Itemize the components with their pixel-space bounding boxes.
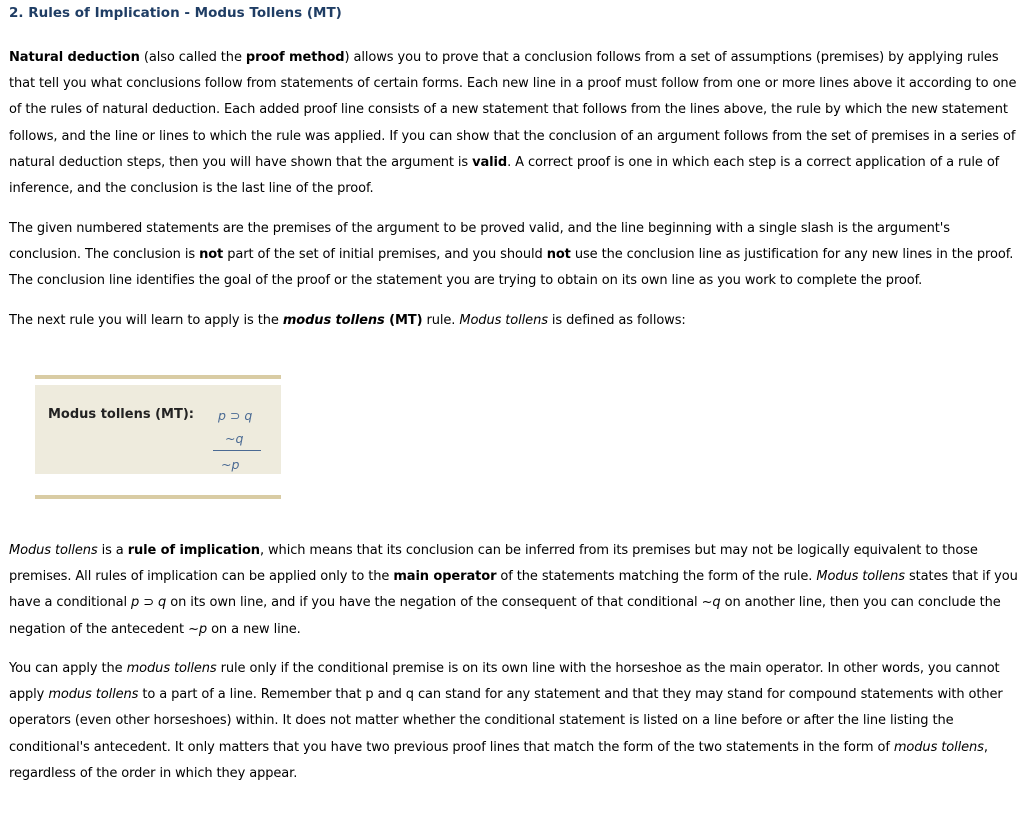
text: to a part of a line. Remember that p and q can stand for any statement and that they may stand for compound statements with other operators (even other horseshoes) within. It does not matter whether the conditional statement is listed on a line before or after the line listing the conditional's antecedent. It only matters that you have two previous proof lines that match the form of the two statements in the form of (9, 687, 1003, 755)
text: The given numbered statements are the premises of the argument to be proved valid, and the line beginning with a single slash is the argument's conclusion. The conclusion is (9, 221, 950, 263)
term-main-operator: main operator (393, 569, 497, 585)
text: on its own line, and if you have the negation of the consequent of that conditional (166, 595, 702, 611)
term-modus-tollens-italic: modus tollens (48, 687, 139, 703)
emphasis-not: not (199, 247, 224, 263)
text: You can apply the (9, 661, 127, 676)
term-modus-tollens-italic: modus tollens (893, 739, 984, 755)
term-modus-tollens-italic: modus tollens (126, 661, 217, 676)
rule-label: Modus tollens (MT): (48, 407, 194, 422)
text: on a new line. (207, 621, 301, 637)
term-mt: (MT) (384, 313, 423, 328)
text: is a (97, 543, 128, 558)
page-title: 2. Rules of Implication - Modus Tollens (MT) (9, 5, 342, 21)
text: ) allows you to prove that a conclusion follows from a set of assumptions (premises) by applying rules that tell you what conclusions follow from statements of certain forms. Each new line in a proof must follow from one or more lines above it according to one of the rules of natural deduction. Each added proof line consists of a new statement that follows from the lines above, the rule by which the new statement follows, and the line or lines to which the rule was applied. If you can show that the conclusion of an argument follows from the set of premises in a series of natural deduction steps, then you will have shown that the argument is (9, 50, 1017, 170)
rule-panel (35, 385, 281, 474)
text: part of the set of initial premises, and you should (223, 247, 547, 263)
text: . A correct proof is one in which each step is a correct application of a rule of inference, and the conclusion is the last line of the proof. (9, 154, 1000, 197)
rule-definition-box (35, 375, 281, 499)
text: , which means that its conclusion can be inferred from its premises but may not be logically equivalent to those premises. All rules of implication can be applied only to the (9, 543, 978, 585)
term-modus-tollens-italic: Modus tollens (816, 569, 905, 585)
term-rule-of-implication: rule of implication (127, 543, 260, 558)
term-natural-deduction: Natural deduction (9, 50, 140, 65)
term-modus-tollens-italic: Modus tollens (9, 543, 98, 558)
paragraph-premises-conclusion (9, 216, 1019, 295)
text: states that if you have a conditional (9, 569, 1018, 611)
paragraph-natural-deduction (9, 45, 1019, 202)
inference-line (213, 450, 261, 451)
rule-conclusion: ~p (221, 457, 240, 472)
formula-conditional: p ⊃ q (131, 595, 167, 611)
text: , regardless of the order in which they appear. (9, 739, 988, 781)
formula-not-p: ~p (188, 621, 208, 637)
text: is defined as follows: (547, 313, 686, 328)
rule-premise-2: ~q (225, 431, 244, 446)
text: of the statements matching the form of the rule. (496, 569, 817, 585)
term-valid: valid (472, 154, 508, 170)
emphasis-not: not (546, 247, 571, 263)
text: rule. (422, 313, 460, 328)
term-modus-tollens-italic: Modus tollens (459, 313, 548, 328)
text: use the conclusion line as justification for any new lines in the proof. The conclusion line identifies the goal of the proof or the statement you are trying to obtain on its own line as you work to complete the proof. (9, 247, 1014, 289)
paragraph-next-rule (9, 308, 1019, 334)
paragraph-rule-of-implication (9, 538, 1019, 643)
text: The next rule you will learn to apply is the (9, 313, 283, 328)
box-top-border (35, 375, 281, 379)
text: rule only if the conditional premise is on its own line with the horseshoe as the main operator. In other words, you cannot apply (9, 661, 1000, 703)
term-proof-method: proof method (245, 50, 345, 65)
rule-premise-1: p ⊃ q (218, 408, 253, 423)
formula-not-q: ~q (701, 595, 721, 611)
text: (also called the (139, 50, 246, 65)
box-bottom-border (35, 495, 281, 499)
text: on another line, then you can conclude the negation of the antecedent (9, 595, 1001, 637)
term-modus-tollens: modus tollens (282, 313, 385, 328)
paragraph-application (9, 656, 1019, 787)
